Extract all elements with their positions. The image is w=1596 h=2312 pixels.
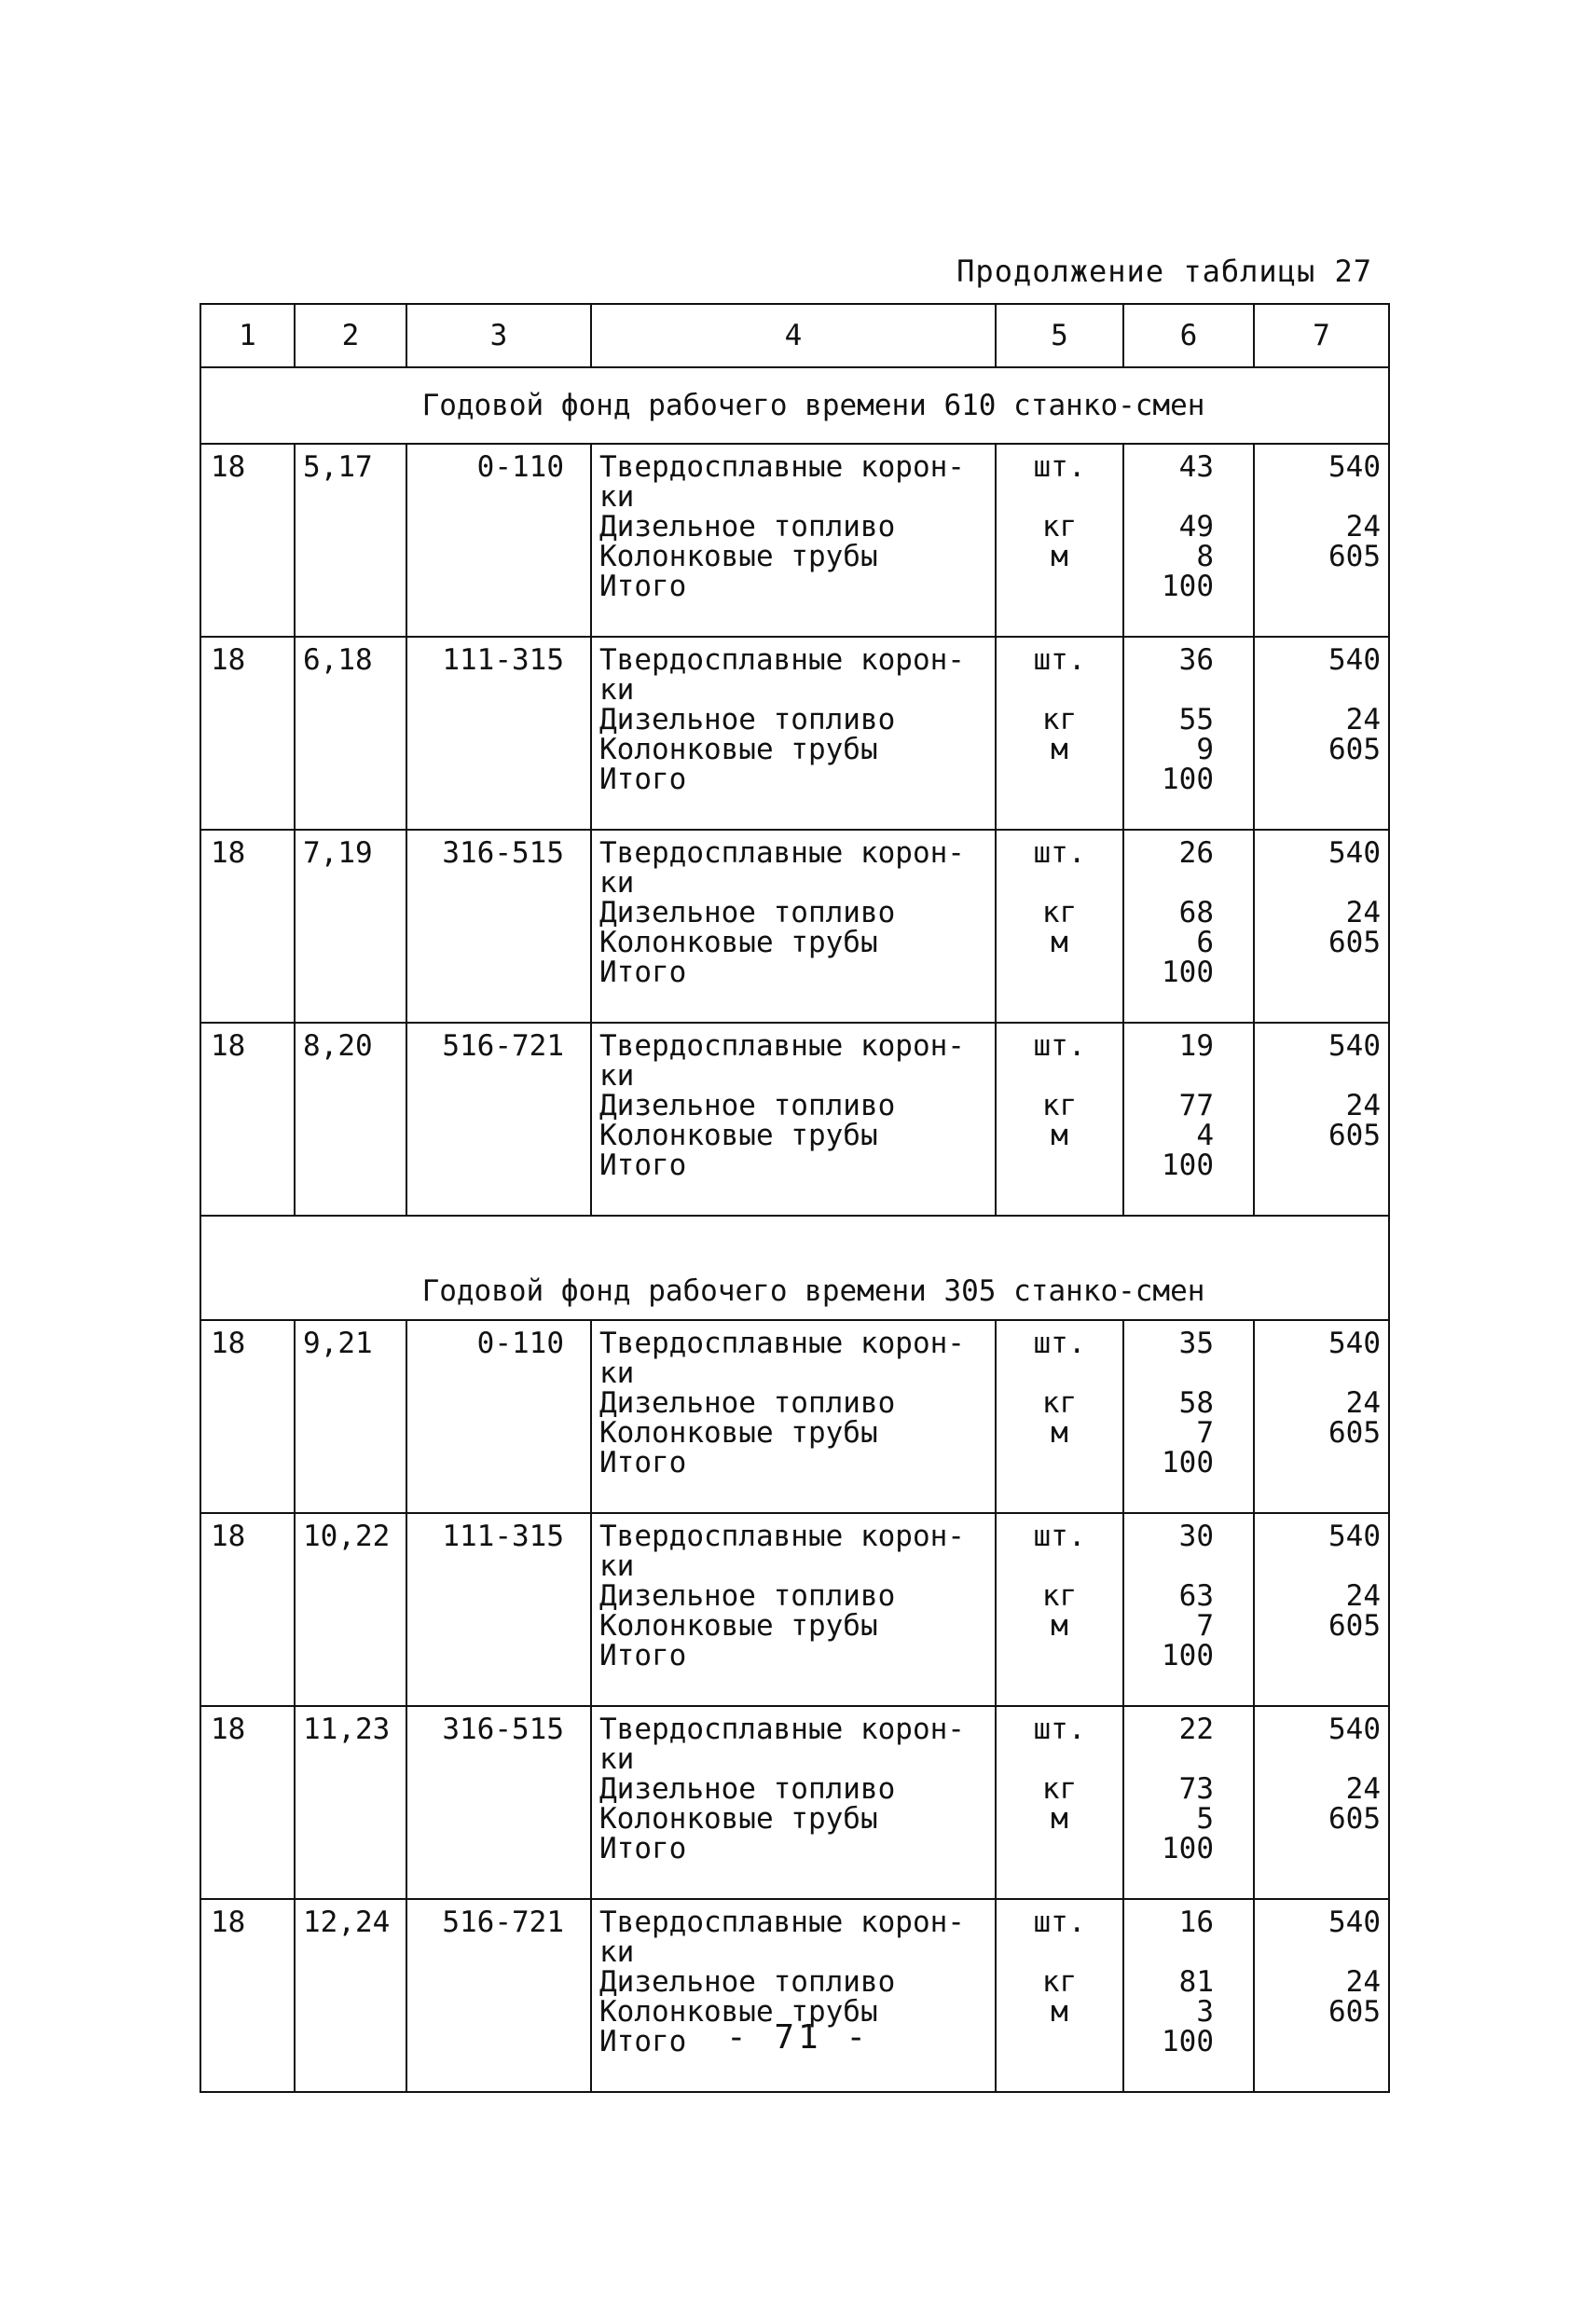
cell-qty-line: 4 (1196, 1119, 1214, 1152)
cell-col3: 516-721 (406, 1023, 591, 1216)
cell-items-line: Дизельное топливо (599, 896, 896, 929)
cell-price (1254, 830, 1389, 1023)
cell-price-line (1255, 868, 1381, 898)
column-number-1: 1 (200, 304, 295, 367)
cell-col3: 111-315 (406, 1513, 591, 1706)
cell-price-line: 24 (1345, 1579, 1381, 1613)
cell-qty-line: 35 (1178, 1327, 1214, 1360)
cell-qty-line: 7 (1196, 1609, 1214, 1643)
cell-price-line: 540 (1328, 1906, 1381, 1939)
cell-items-line: Твердосплавные корон- (599, 450, 965, 484)
cell-items-line: Твердосплавные корон- (599, 1327, 965, 1360)
cell-qty-line: 7 (1196, 1416, 1214, 1450)
cell-qty-line: 8 (1196, 540, 1214, 573)
cell-price-line: 605 (1328, 926, 1381, 959)
cell-qty-line: 26 (1178, 836, 1214, 870)
cell-price-line: 24 (1345, 1772, 1381, 1806)
cell-price-line (1255, 1448, 1381, 1478)
cell-units-line: кг (1041, 703, 1078, 736)
cell-units-line: шт. (1033, 1029, 1086, 1063)
cell-col2: 10,22 (295, 1513, 406, 1706)
cell-units-line (997, 1551, 1122, 1581)
cell-qty-line: 100 (1162, 956, 1214, 989)
cell-price-line (1255, 1358, 1381, 1388)
cell-units-line (997, 571, 1122, 601)
cell-col1: 18 (200, 637, 295, 830)
cell-items-line: ки (599, 1059, 635, 1093)
cell-price-line: 540 (1328, 643, 1381, 677)
cell-qty-line: 3 (1196, 1995, 1214, 2029)
cell-units-line: шт. (1033, 1327, 1086, 1360)
cell-qty-line: 5 (1196, 1802, 1214, 1836)
cell-price-line: 24 (1345, 703, 1381, 736)
cell-units-line (997, 1937, 1122, 1967)
cell-items-line: Твердосплавные корон- (599, 1520, 965, 1553)
cell-items (591, 1706, 996, 1899)
cell-items-line: ки (599, 673, 635, 707)
cell-units-line: шт. (1033, 836, 1086, 870)
cell-col3: 316-515 (406, 1706, 591, 1899)
cell-units-line: м (1051, 1609, 1068, 1643)
section-title: Годовой фонд рабочего времени 610 станко-смен (200, 367, 1389, 444)
cell-items-line: Колонковые трубы (599, 1802, 878, 1836)
cell-items-line: Колонковые трубы (599, 733, 878, 766)
cell-items (591, 1023, 996, 1216)
cell-price-line (1255, 764, 1381, 794)
cell-items-line: Твердосплавные корон- (599, 1906, 965, 1939)
cell-qty-line: 16 (1178, 1906, 1214, 1939)
cell-items-line: Дизельное топливо (599, 510, 896, 544)
cell-col2: 8,20 (295, 1023, 406, 1216)
cell-price (1254, 444, 1389, 637)
cell-items-line: Итого (599, 1149, 687, 1182)
cell-qty-line: 100 (1162, 1446, 1214, 1479)
cell-units (996, 444, 1123, 637)
cell-units-line: шт. (1033, 450, 1086, 484)
cell-items-line: Дизельное топливо (599, 1386, 896, 1420)
cell-col2: 11,23 (295, 1706, 406, 1899)
section-title-row (200, 1216, 1389, 1320)
cell-units-line (997, 764, 1122, 794)
cell-items (591, 1899, 996, 2092)
cell-price-line: 540 (1328, 1029, 1381, 1063)
table-body (200, 367, 1389, 2092)
cell-col2: 5,17 (295, 444, 406, 637)
cell-price (1254, 1513, 1389, 1706)
cell-items (591, 830, 996, 1023)
cell-price-line: 24 (1345, 510, 1381, 544)
cell-units-line (997, 1358, 1122, 1388)
cell-price-line (1255, 957, 1381, 987)
cell-units-line: кг (1041, 896, 1078, 929)
column-number-5: 5 (996, 304, 1123, 367)
cell-units-line: кг (1041, 510, 1078, 544)
cell-items-line: ки (599, 1935, 635, 1969)
cell-price-line: 540 (1328, 1520, 1381, 1553)
cell-qty (1123, 637, 1254, 830)
cell-qty-line: 100 (1162, 763, 1214, 796)
cell-price (1254, 1320, 1389, 1513)
cell-qty-line: 81 (1178, 1965, 1214, 1999)
cell-price-line (1255, 1937, 1381, 1967)
cell-qty-line (1124, 482, 1214, 512)
cell-items (591, 444, 996, 637)
cell-units-line (997, 675, 1122, 705)
cell-items-line: ки (599, 1742, 635, 1776)
cell-units (996, 1513, 1123, 1706)
cell-units-line (997, 482, 1122, 512)
cell-col1: 18 (200, 1706, 295, 1899)
column-number-7: 7 (1254, 304, 1389, 367)
cell-col3: 516-721 (406, 1899, 591, 2092)
column-number-4: 4 (591, 304, 996, 367)
cell-units-line: шт. (1033, 1713, 1086, 1746)
cell-items (591, 1513, 996, 1706)
cell-items-line: Итого (599, 570, 687, 603)
table-row (200, 444, 1389, 637)
cell-units (996, 1706, 1123, 1899)
cell-col1: 18 (200, 1320, 295, 1513)
cell-qty-line: 22 (1178, 1713, 1214, 1746)
cell-col1: 18 (200, 1513, 295, 1706)
page-number: - 71 - (725, 2018, 871, 2057)
cell-price (1254, 1023, 1389, 1216)
cell-qty-line: 68 (1178, 896, 1214, 929)
table-row (200, 1899, 1389, 2092)
cell-price-line (1255, 571, 1381, 601)
cell-items-line: Колонковые трубы (599, 1995, 878, 2029)
cell-units (996, 1320, 1123, 1513)
table-row (200, 637, 1389, 830)
section-title-row (200, 367, 1389, 444)
cell-units-line: м (1051, 1995, 1068, 2029)
cell-items-line: Итого (599, 763, 687, 796)
cell-units-line: м (1051, 1416, 1068, 1450)
cell-qty-line: 100 (1162, 570, 1214, 603)
cell-col1: 18 (200, 444, 295, 637)
cell-units-line (997, 1150, 1122, 1180)
cell-items-line: ки (599, 1549, 635, 1583)
cell-qty-line: 19 (1178, 1029, 1214, 1063)
cell-price-line: 540 (1328, 1327, 1381, 1360)
cell-price-line (1255, 675, 1381, 705)
section-title: Годовой фонд рабочего времени 305 станко-смен (200, 1216, 1389, 1320)
cell-units-line: шт. (1033, 1906, 1086, 1939)
cell-items-line: Твердосплавные корон- (599, 1713, 965, 1746)
cell-qty-line (1124, 675, 1214, 705)
cell-price-line: 540 (1328, 836, 1381, 870)
cell-qty (1123, 1899, 1254, 2092)
cell-col3: 0-110 (406, 444, 591, 637)
cell-units-line: кг (1041, 1772, 1078, 1806)
cell-items-line: Дизельное топливо (599, 1579, 896, 1613)
cell-items (591, 1320, 996, 1513)
cell-units-line: кг (1041, 1965, 1078, 1999)
cell-items-line: Итого (599, 1446, 687, 1479)
cell-qty (1123, 1706, 1254, 1899)
cell-units-line: кг (1041, 1386, 1078, 1420)
cell-qty-line: 30 (1178, 1520, 1214, 1553)
cell-items-line: Дизельное топливо (599, 1772, 896, 1806)
cell-items-line: Твердосплавные корон- (599, 836, 965, 870)
cell-items-line: Твердосплавные корон- (599, 643, 965, 677)
cell-items-line: ки (599, 480, 635, 514)
cell-qty-line: 100 (1162, 2025, 1214, 2058)
cell-items-line: Твердосплавные корон- (599, 1029, 965, 1063)
cell-items-line: Колонковые трубы (599, 1609, 878, 1643)
cell-price-line: 24 (1345, 896, 1381, 929)
cell-price-line: 24 (1345, 1386, 1381, 1420)
cell-price-line: 605 (1328, 1609, 1381, 1643)
column-number-3: 3 (406, 304, 591, 367)
cell-qty-line: 55 (1178, 703, 1214, 736)
cell-qty-line (1124, 1551, 1214, 1581)
table-row (200, 1320, 1389, 1513)
cell-items-line: Итого (599, 956, 687, 989)
table-header (200, 304, 1389, 367)
cell-price-line: 24 (1345, 1089, 1381, 1122)
cell-units (996, 637, 1123, 830)
cell-qty (1123, 1320, 1254, 1513)
cell-units-line: шт. (1033, 1520, 1086, 1553)
cell-units (996, 830, 1123, 1023)
column-number-row (200, 304, 1389, 367)
cell-units-line: м (1051, 540, 1068, 573)
cell-col2: 7,19 (295, 830, 406, 1023)
column-number-2: 2 (295, 304, 406, 367)
cell-qty-line: 63 (1178, 1579, 1214, 1613)
cell-price-line: 605 (1328, 1995, 1381, 2029)
cell-price-line: 605 (1328, 1416, 1381, 1450)
cell-col1: 18 (200, 830, 295, 1023)
cell-qty-line: 73 (1178, 1772, 1214, 1806)
cell-qty-line: 49 (1178, 510, 1214, 544)
cell-items-line: Итого (599, 1639, 687, 1672)
cell-qty-line (1124, 1744, 1214, 1774)
cell-price-line (1255, 1744, 1381, 1774)
cell-qty-line (1124, 1061, 1214, 1091)
cell-price-line: 24 (1345, 1965, 1381, 1999)
cell-qty-line: 100 (1162, 1832, 1214, 1865)
cell-units-line: кг (1041, 1579, 1078, 1613)
cell-price (1254, 637, 1389, 830)
cell-units (996, 1023, 1123, 1216)
cell-price (1254, 1706, 1389, 1899)
cell-items-line: ки (599, 1356, 635, 1390)
cell-qty-line: 6 (1196, 926, 1214, 959)
cell-qty (1123, 1023, 1254, 1216)
cell-qty-line (1124, 1358, 1214, 1388)
cell-col1: 18 (200, 1899, 295, 2092)
cell-price-line (1255, 1551, 1381, 1581)
cell-units-line (997, 1448, 1122, 1478)
cell-price-line: 605 (1328, 1802, 1381, 1836)
cell-price-line: 540 (1328, 1713, 1381, 1746)
cell-col3: 316-515 (406, 830, 591, 1023)
cell-col2: 6,18 (295, 637, 406, 830)
table-row (200, 1706, 1389, 1899)
cell-qty-line: 100 (1162, 1639, 1214, 1672)
materials-table (200, 303, 1390, 2093)
table-caption: Продолжение таблицы 27 (956, 254, 1372, 289)
cell-price-line: 540 (1328, 450, 1381, 484)
cell-col3: 0-110 (406, 1320, 591, 1513)
table-row (200, 830, 1389, 1023)
cell-items-line: Колонковые трубы (599, 1119, 878, 1152)
table-row (200, 1023, 1389, 1216)
cell-price-line (1255, 482, 1381, 512)
cell-items-line: Дизельное топливо (599, 703, 896, 736)
column-number-6: 6 (1123, 304, 1254, 367)
cell-units (996, 1899, 1123, 2092)
cell-items-line: Дизельное топливо (599, 1965, 896, 1999)
cell-price-line: 605 (1328, 733, 1381, 766)
cell-units-line: шт. (1033, 643, 1086, 677)
cell-units-line (997, 1641, 1122, 1671)
cell-qty-line (1124, 1937, 1214, 1967)
cell-units-line (997, 1061, 1122, 1091)
cell-price-line (1255, 1641, 1381, 1671)
cell-col2: 9,21 (295, 1320, 406, 1513)
cell-units-line: кг (1041, 1089, 1078, 1122)
cell-price (1254, 1899, 1389, 2092)
cell-qty (1123, 830, 1254, 1023)
table-row (200, 1513, 1389, 1706)
cell-price-line (1255, 1150, 1381, 1180)
cell-units-line: м (1051, 1802, 1068, 1836)
cell-items-line: Колонковые трубы (599, 540, 878, 573)
cell-col2: 12,24 (295, 1899, 406, 2092)
cell-price-line: 605 (1328, 1119, 1381, 1152)
cell-units-line: м (1051, 926, 1068, 959)
cell-units-line: м (1051, 1119, 1068, 1152)
cell-price-line (1255, 1061, 1381, 1091)
cell-items-line: Колонковые трубы (599, 1416, 878, 1450)
cell-qty-line: 77 (1178, 1089, 1214, 1122)
cell-col1: 18 (200, 1023, 295, 1216)
cell-price-line: 605 (1328, 540, 1381, 573)
cell-items (591, 637, 996, 830)
cell-units-line (997, 1744, 1122, 1774)
cell-items-line: Дизельное топливо (599, 1089, 896, 1122)
cell-qty-line: 9 (1196, 733, 1214, 766)
cell-items-line: Итого (599, 1832, 687, 1865)
cell-qty-line: 36 (1178, 643, 1214, 677)
cell-units-line (997, 868, 1122, 898)
cell-qty-line (1124, 868, 1214, 898)
cell-items-line: Итого (599, 2025, 687, 2058)
cell-price-line (1255, 1834, 1381, 1864)
cell-qty-line: 43 (1178, 450, 1214, 484)
cell-qty (1123, 1513, 1254, 1706)
cell-units-line (997, 957, 1122, 987)
cell-col3: 111-315 (406, 637, 591, 830)
cell-units-line (997, 1834, 1122, 1864)
cell-qty (1123, 444, 1254, 637)
cell-items-line: ки (599, 866, 635, 900)
cell-qty-line: 100 (1162, 1149, 1214, 1182)
cell-qty-line: 58 (1178, 1386, 1214, 1420)
cell-units-line: м (1051, 733, 1068, 766)
cell-items-line: Колонковые трубы (599, 926, 878, 959)
